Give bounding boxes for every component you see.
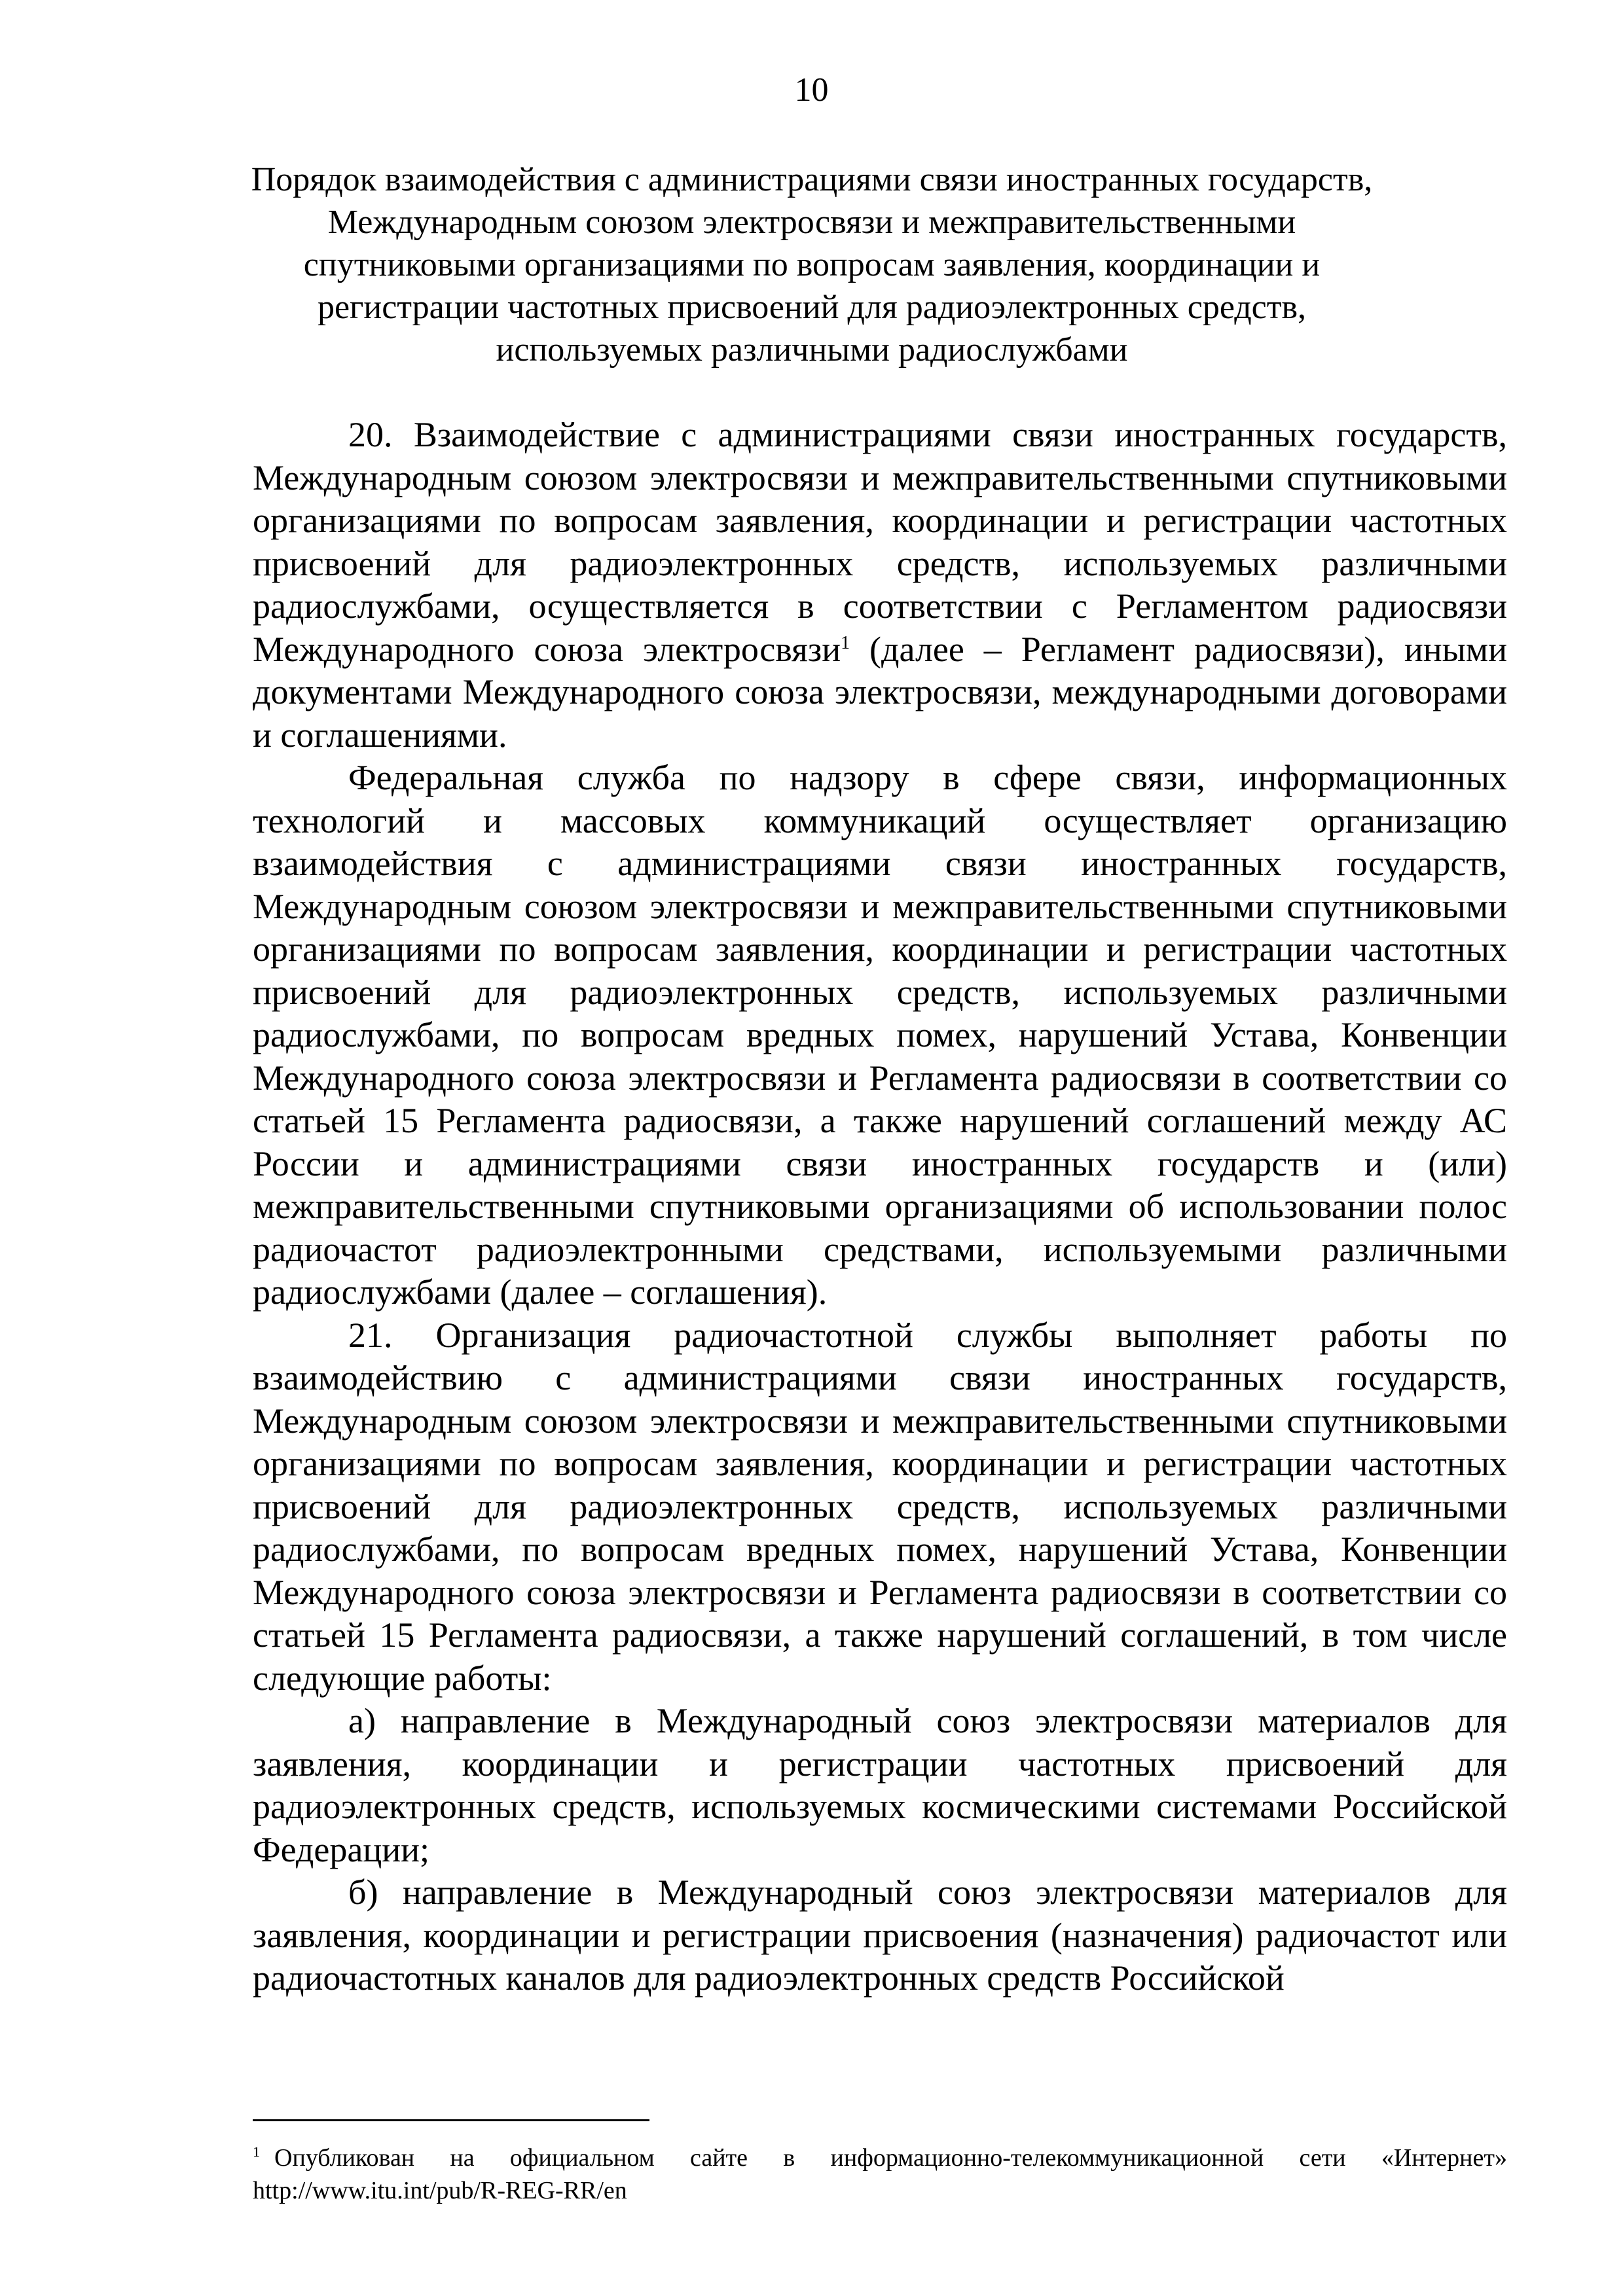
- footnote-line: [253, 2142, 1507, 2174]
- section-title: [249, 158, 1375, 371]
- paragraph-federal-service: Федеральная служба по надзору в сфере связи, информационных технологий и массовых коммуникаций осуществляет организацию взаимодействия с администрациями связи иностранных государств, Международным союзом электросвязи и межправительственными спутниковыми организациями по вопросам заявления, координации и регистрации частотных присвоений для радиоэлектронных средств, используемых различными радиослужбами, по вопросам вредных помех, нарушений Устава, Конвенции Международного союза электросвязи и Регламента радиосвязи в соответствии со статьей 15 Регламента радиосвязи, а также нарушений соглашений между АС России и администрациями связи иностранных государств и (или) межправительственными спутниковыми организациями об использовании полос радиочастот радиоэлектронными средствами, используемыми различными радиослужбами (далее – соглашения).: [253, 758, 1507, 1312]
- title-line-2: Международным союзом электросвязи и межправительственными: [327, 204, 1296, 241]
- paragraph-20-text-cont: (далее – Регламент радиосвязи), иными документами Международного союза электросвязи, международными договорами и соглашениями.: [253, 629, 1507, 755]
- paragraph-item-a: а) направление в Международный союз электросвязи материалов для заявления, координации и регистрации частотных присвоений для радиоэлектронных средств, используемых космическими системами Российской Федерации;: [253, 1701, 1507, 1869]
- title-line-1: Порядок взаимодействия с администрациями связи иностранных государств,: [251, 161, 1373, 198]
- paragraph-20-text: 20. Взаимодействие с администрациями связи иностранных государств, Международным союзом электросвязи и межправительственными спутниковыми организациями по вопросам заявления, координации и регистрации частотных присвоений для радиоэлектронных средств, используемых различными радиослужбами, осуществляется в соответствии с Регламентом радиосвязи Международного союза электросвязи: [253, 415, 1507, 669]
- title-line-4: регистрации частотных присвоений для радиоэлектронных средств,: [317, 289, 1307, 326]
- footnote: [253, 2142, 1507, 2207]
- paragraph-20: [253, 414, 1507, 757]
- paragraph-item-b: б) направление в Международный союз электросвязи материалов для заявления, координации и регистрации присвоения (назначения) радиочастот или радиочастотных каналов для радиоэлектронных средств Российской: [253, 1873, 1507, 1998]
- title-line-3: спутниковыми организациями по вопросам заявления, координации и: [303, 246, 1321, 283]
- document-body: [253, 414, 1507, 2000]
- footnote-number: 1: [253, 2144, 260, 2161]
- footnote-text: Опубликован на официальном сайте в информационно-телекоммуникационной сети «Интернет»: [274, 2144, 1507, 2172]
- footnote-divider: [253, 2119, 649, 2121]
- paragraph-21: 21. Организация радиочастотной службы выполняет работы по взаимодействию с администрациями связи иностранных государств, Международным союзом электросвязи и межправительственными спутниковыми организациями по вопросам заявления, координации и регистрации частотных присвоений для радиоэлектронных средств, используемых различными радиослужбами, по вопросам вредных помех, нарушений Устава, Конвенции Международного союза электросвязи и Регламента радиосвязи в соответствии со статьей 15 Регламента радиосвязи, а также нарушений соглашений, в том числе следующие работы:: [253, 1315, 1507, 1698]
- title-line-5: используемых различными радиослужбами: [496, 331, 1128, 368]
- footnote-url: http://www.itu.int/pub/R-REG-RR/en: [253, 2177, 627, 2204]
- footnote-reference: 1: [841, 632, 850, 653]
- page-number: 10: [794, 71, 829, 109]
